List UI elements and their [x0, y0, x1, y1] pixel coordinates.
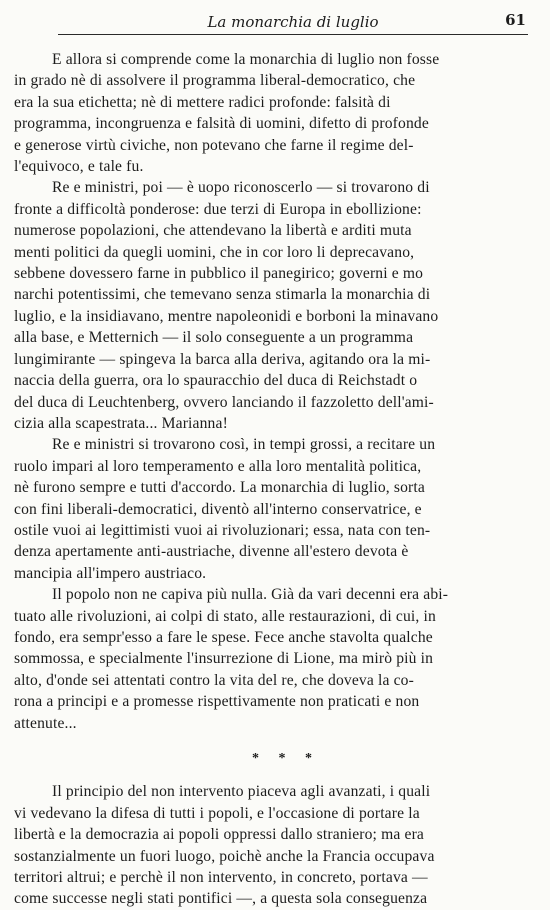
paragraph-3: [14, 434, 534, 584]
text-line: tuato alle rivoluzioni, ai colpi di stato, alle restaurazioni, di cui, in: [14, 607, 436, 625]
text-line: denza apertamente anti-austriache, divenne all'estero devota è: [14, 543, 409, 561]
body-text: [14, 49, 534, 910]
text-line: nè furono sempre e tutti d'accordo. La monarchia di luglio, sorta: [14, 479, 425, 497]
text-line: ruolo impari al loro temperamento e alla loro mentalità politica,: [14, 457, 422, 475]
text-line: menti politici da quegli uomini, che in cor loro li deprecavano,: [14, 243, 415, 261]
text-line: attenute...: [14, 714, 77, 732]
text-line: l'equivoco, e tale fu.: [14, 158, 144, 176]
text-line: Il popolo non ne capiva più nulla. Già da vari decenni era abi-: [52, 586, 449, 604]
text-line: fronte a difficoltà ponderose: due terzi di Europa in ebollizione:: [14, 200, 422, 218]
text-line: ostile vuoi ai legittimisti vuoi ai rivoluzionari; essa, nata con ten-: [14, 521, 431, 539]
text-line: luglio, e la insidiavano, mentre napoleonidi e borboni la minavano: [14, 307, 439, 325]
text-line: sebbene dovessero farne in pubblico il panegirico; governi e mo: [14, 265, 424, 283]
paragraph-5: [14, 781, 534, 909]
running-title: La monarchia di luglio: [207, 13, 379, 31]
text-line: Re e ministri si trovarono così, in tempi grossi, a recitare un: [52, 436, 436, 454]
text-line: Il principio del non intervento piaceva agli avanzati, i quali: [52, 783, 431, 801]
page-number: 61: [505, 11, 526, 29]
text-line: libertà e la democrazia ai popoli oppressi dallo straniero; ma era: [14, 826, 424, 844]
paragraph-4: [14, 584, 534, 734]
text-line: era la sua etichetta; nè di mettere radici profonde: falsità di: [14, 93, 391, 111]
text-line: mancipia all'impero austriaco.: [14, 564, 207, 582]
text-line: e generose virtù civiche, non potevano che farne il regime del-: [14, 136, 414, 154]
text-line: con fini liberali-democratici, diventò all'interno conservatrice, e: [14, 500, 422, 518]
section-separator: * * *: [252, 751, 320, 766]
paragraph-2: [14, 177, 534, 434]
text-line: sostanzialmente un fuori luogo, poichè anche la Francia occupava: [14, 847, 435, 865]
text-line: sommossa, e specialmente l'insurrezione di Lione, ma mirò più in: [14, 650, 434, 668]
text-line: programma, incongruenza e falsità di uomini, difetto di profonde: [14, 115, 429, 133]
text-line: rona a principi e a promesse rispettivamente non praticati e non: [14, 693, 420, 711]
text-line: in grado nè di assolvere il programma liberal-democratico, che: [14, 72, 416, 90]
text-line: narchi potentissimi, che temevano senza stimarla la monarchia di: [14, 286, 431, 304]
text-line: lungimirante — spingeva la barca alla deriva, agitando ora la mi-: [14, 350, 431, 368]
text-line: territori altrui; e perchè il non intervento, in concreto, portava —: [14, 869, 428, 887]
text-line: naccia della guerra, ora lo spauracchio del duca di Reichstadt o: [14, 372, 418, 390]
text-line: cizia alla scapestrata... Marianna!: [14, 414, 228, 432]
text-line: vi vedevano la difesa di tutti i popoli, e l'occasione di portare la: [14, 804, 420, 822]
text-line: fondo, era sempr'esso a fare le spese. Fece anche stavolta qualche: [14, 628, 433, 646]
running-header: [58, 10, 528, 35]
text-line: del duca di Leuchtenberg, ovvero lanciando il fazzoletto dell'ami-: [14, 393, 434, 411]
text-line: alto, d'onde sei attentati contro la vita del re, che doveva la co-: [14, 671, 414, 689]
text-line: E allora si comprende come la monarchia di luglio non fosse: [52, 51, 440, 68]
text-line: come successe negli stati pontifici —, a questa sola conseguenza: [14, 890, 428, 908]
text-line: alla base, e Metternich — il solo conseguente a un programma: [14, 329, 414, 347]
text-line: Re e ministri, poi — è uopo riconoscerlo — si trovarono di: [52, 179, 430, 197]
paragraph-1: [14, 49, 534, 177]
text-line: numerose popolazioni, che attendevano la libertà e arditi muta: [14, 222, 412, 240]
